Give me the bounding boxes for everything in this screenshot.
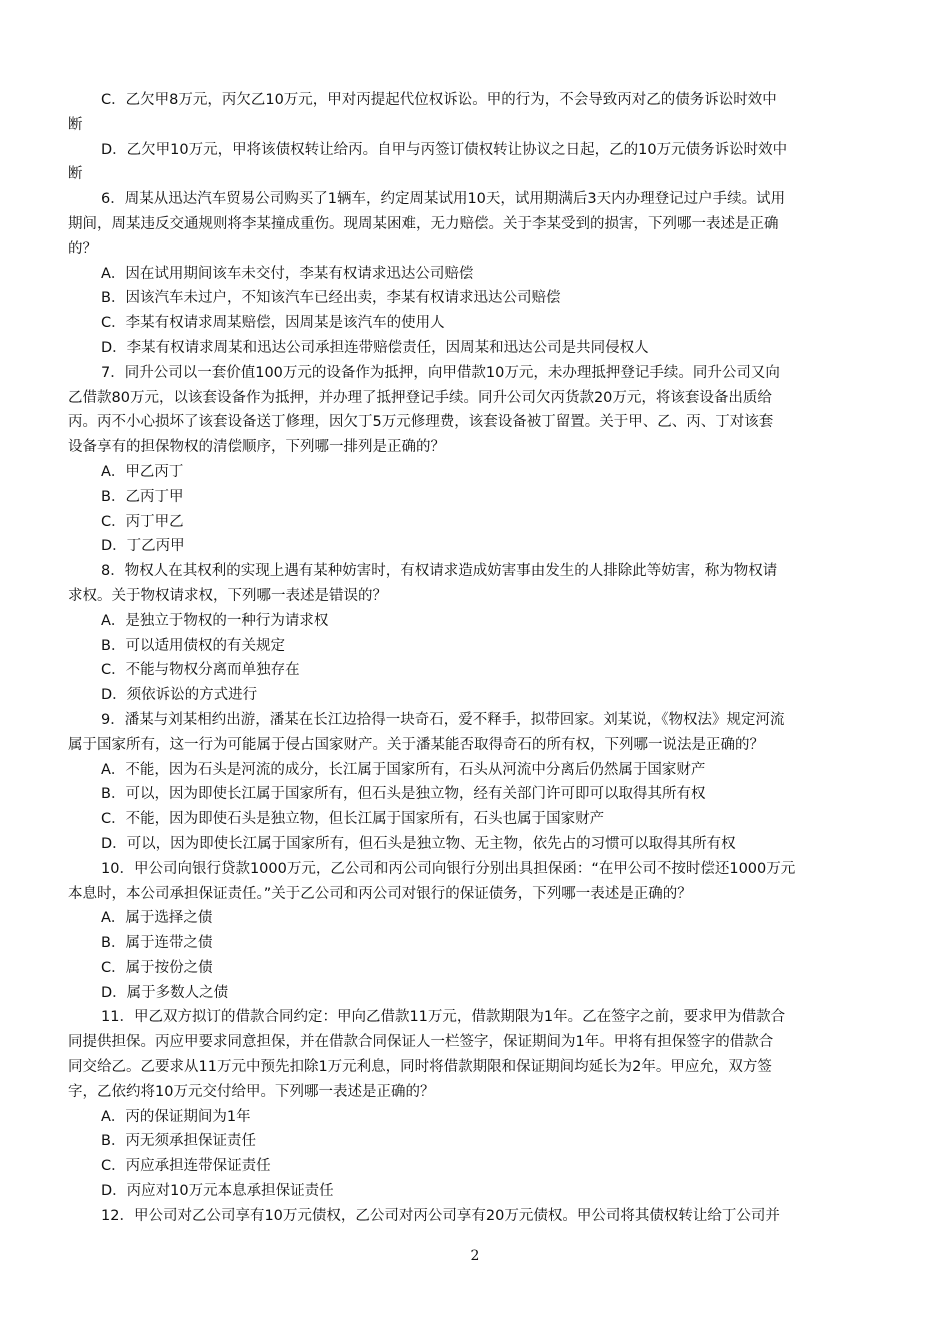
document-body [68,88,884,1229]
text-line: B．属于连带之债 [101,935,213,952]
text-line: B．可以适用债权的有关规定 [101,637,285,654]
text-line: B．因该汽车未过户，不知该汽车已经出卖，李某有权请求迅达公司赔偿 [101,290,561,307]
text-line: 同交给乙。乙要求从11万元中预先扣除1万元利息，同时将借款期限和保证期间均延长为2年。甲应允，双方签 [68,1059,772,1076]
text-line: D．李某有权请求周某和迅达公司承担连带赔偿责任，因周某和迅达公司是共同侵权人 [101,339,649,356]
text-line: C．不能，因为即使石头是独立物，但长江属于国家所有，石头也属于国家财产 [101,811,605,828]
text-line: 设备享有的担保物权的清偿顺序，下列哪一排列是正确的？ [68,439,445,456]
text-line: 期间，周某违反交通规则将李某撞成重伤。现周某困难，无力赔偿。关于李某受到的损害，下列哪一表述是正确 [68,215,779,232]
text-line: 7．同升公司以一套价值100万元的设备作为抵押，向甲借款10万元，未办理抵押登记手续。同升公司又向 [101,364,780,381]
text-line: D．丙应对10万元本息承担保证责任 [101,1183,334,1200]
text-line: 断 [68,166,83,183]
page-number: 2 [470,1248,480,1264]
text-line: D．可以，因为即使长江属于国家所有，但石头是独立物、无主物，依先占的习惯可以取得其所有权 [101,835,736,852]
text-line: 6．周某从迅达汽车贸易公司购买了1辆车，约定周某试用10天，试用期满后3天内办理登记过户手续。试用 [101,191,786,208]
text-line: 11．甲乙双方拟订的借款合同约定：甲向乙借款11万元，借款期限为1年。乙在签字之前，要求甲为借款合 [101,1009,786,1026]
text-line: A．甲乙丙丁 [101,463,184,480]
text-line: 属于国家所有，这一行为可能属于侵占国家财产。关于潘某能否取得奇石的所有权，下列哪一说法是正确的？ [68,736,764,753]
text-line: 同提供担保。丙应甲要求同意担保，并在借款合同保证人一栏签字，保证期间为1年。甲将有担保签字的借款合 [68,1034,774,1051]
text-line: 本息时，本公司承担保证责任。”关于乙公司和丙公司对银行的保证债务，下列哪一表述是正确的？ [68,885,692,902]
text-line: C．丙应承担连带保证责任 [101,1158,271,1175]
text-line: 求权。关于物权请求权，下列哪一表述是错误的？ [68,587,387,604]
text-line: D．须依诉讼的方式进行 [101,687,258,704]
text-line: 8．物权人在其权利的实现上遇有某种妨害时，有权请求造成妨害事由发生的人排除此等妨害，称为物权请 [101,563,778,580]
text-line: 10．甲公司向银行贷款1000万元，乙公司和丙公司向银行分别出具担保函：“在甲公司不按时偿还1000万元 [101,860,796,877]
text-line: 字，乙依约将10万元交付给甲。下列哪一表述是正确的？ [68,1083,435,1100]
text-line: A．因在试用期间该车未交付，李某有权请求迅达公司赔偿 [101,265,474,282]
text-line: A．丙的保证期间为1年 [101,1108,251,1125]
text-line: C．丙丁甲乙 [101,513,184,530]
text-line: B．可以，因为即使长江属于国家所有，但石头是独立物，经有关部门许可即可以取得其所有权 [101,786,706,803]
text-line: A．是独立于物权的一种行为请求权 [101,612,329,629]
text-line: D．丁乙丙甲 [101,538,185,555]
text-line: D．属于多数人之债 [101,984,229,1001]
text-line: D．乙欠甲10万元，甲将该债权转让给丙。自甲与丙签订债权转让协议之日起，乙的10万元债务诉讼时效中 [101,141,788,158]
text-line: 丙。丙不小心损坏了该套设备送丁修理，因欠丁5万元修理费，该套设备被丁留置。关于甲、乙、丙、丁对该套 [68,414,774,431]
text-line: A．属于选择之债 [101,910,213,927]
text-line: C．李某有权请求周某赔偿，因周某是该汽车的使用人 [101,315,445,332]
text-line: B．乙丙丁甲 [101,488,184,505]
text-line: C．不能与物权分离而单独存在 [101,662,300,679]
text-line: A．不能，因为石头是河流的成分，长江属于国家所有，石头从河流中分离后仍然属于国家财产 [101,761,706,778]
text-line: B．丙无须承担保证责任 [101,1133,256,1150]
text-line: 乙借款80万元，以该套设备作为抵押，并办理了抵押登记手续。同升公司欠丙货款20万元，将该套设备出质给 [68,389,772,406]
text-line: C．属于按份之债 [101,959,213,976]
text-line: 9．潘某与刘某相约出游，潘某在长江边拾得一块奇石，爱不释手，拟带回家。刘某说，《物权法》规定河流 [101,711,785,728]
text-line: 的？ [68,240,97,257]
text-line: 断 [68,116,83,133]
text-line: C．乙欠甲8万元，丙欠乙10万元，甲对丙提起代位权诉讼。甲的行为，不会导致丙对乙的债务诉讼时效中 [101,92,777,108]
text-line: 12．甲公司对乙公司享有10万元债权，乙公司对丙公司享有20万元债权。甲公司将其债权转让给丁公司并 [101,1207,780,1224]
